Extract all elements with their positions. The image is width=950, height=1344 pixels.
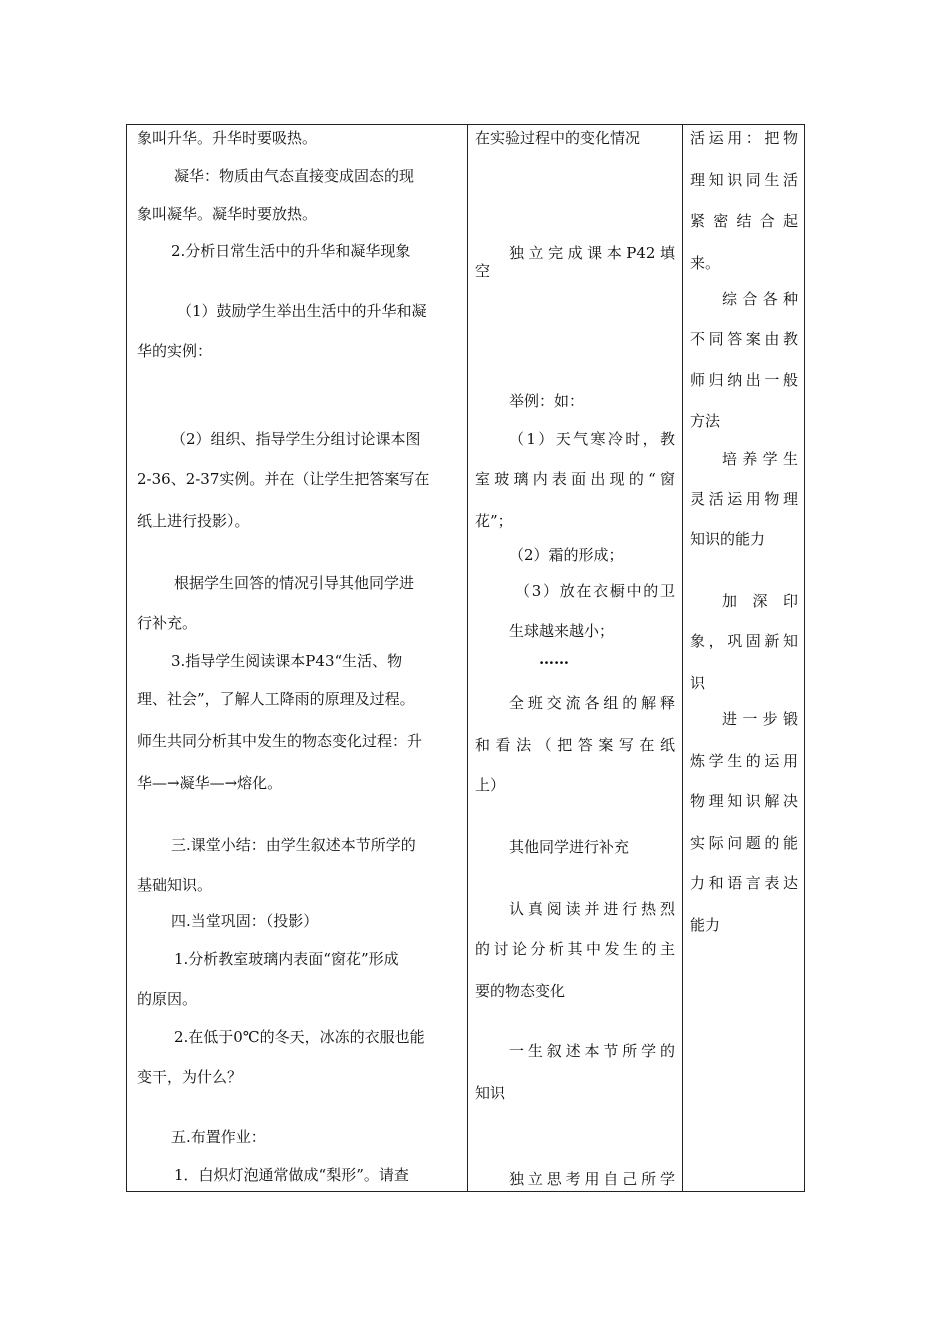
text-line: 进一步锻	[722, 710, 798, 728]
lesson-plan-table	[126, 124, 805, 1192]
text-line: 其他同学进行补充	[509, 838, 630, 856]
text-line: 2.分析日常生活中的升华和凝华现象	[171, 242, 411, 260]
text-line: 方法	[690, 412, 721, 430]
text-line: 华—→凝华—→熔化。	[137, 774, 283, 792]
text-line: 行补充。	[137, 614, 198, 632]
text-line: 在实验过程中的变化情况	[475, 129, 641, 147]
text-line: （2）霜的形成；	[509, 546, 624, 564]
text-line: 根据学生回答的情况引导其他同学进	[174, 574, 415, 592]
text-line: 全班交流各组的解释	[509, 694, 675, 712]
text-line: 能力	[690, 916, 721, 934]
text-line: （1）天气寒冷时，教	[509, 430, 675, 448]
text-line: 2-36、2-37实例。并在（让学生把答案写在	[137, 470, 430, 488]
text-line: 3.指导学生阅读课本P43“生活、物	[171, 652, 403, 670]
text-line: 三.课堂小结：由学生叙述本节所学的	[171, 836, 416, 854]
text-line: 1.分析教室玻璃内表面“窗花”形成	[174, 950, 399, 968]
text-line: 华的实例：	[137, 342, 213, 360]
text-line: 五.布置作业：	[171, 1128, 266, 1146]
text-line: 1．白炽灯泡通常做成“梨形”。请查	[174, 1166, 409, 1184]
text-line: 的原因。	[137, 990, 198, 1008]
text-line: 认真阅读并进行热烈	[509, 900, 675, 918]
text-line: 的讨论分析其中发生的主	[475, 940, 675, 958]
text-line: 师生共同分析其中发生的物态变化过程：升	[137, 732, 423, 750]
text-line: 来。	[690, 254, 721, 272]
text-line: 识	[690, 674, 706, 692]
text-line: 四.当堂巩固：（投影）	[171, 912, 319, 930]
text-line: 生球越来越小；	[509, 622, 615, 640]
text-line: （3）放在衣橱中的卫	[515, 582, 675, 600]
text-line: 加深印	[722, 592, 798, 610]
text-line: 上）	[475, 776, 506, 794]
text-line: 纸上进行投影）。	[137, 512, 250, 530]
text-line: 知识的能力	[690, 530, 766, 548]
text-line: 培养学生	[722, 450, 798, 468]
text-line: 知识	[475, 1084, 506, 1102]
ellipsis-text: ……	[539, 650, 569, 668]
text-line: 举例：如：	[509, 392, 585, 410]
text-line: 象，巩固新知	[690, 632, 798, 650]
text-line: 花”；	[475, 512, 513, 530]
text-line: （2）组织、指导学生分组讨论课本图	[171, 430, 421, 448]
text-line: 室玻璃内表面出现的“窗	[475, 470, 675, 488]
text-line: 变干，为什么？	[137, 1068, 243, 1086]
student-activity-column	[467, 125, 683, 1191]
text-line: 灵活运用物理	[690, 490, 798, 508]
text-line: 2.在低于0℃的冬天，冰冻的衣服也能	[174, 1028, 425, 1046]
text-line: 独立完成课本P42填	[509, 244, 675, 262]
text-line: 要的物态变化	[475, 982, 566, 1000]
text-line: 活运用：把物	[690, 129, 798, 147]
text-line: 基础知识。	[137, 876, 213, 894]
text-line: 紧密结合起	[690, 212, 798, 230]
text-line: 象叫升华。升华时要吸热。	[137, 129, 318, 147]
text-line: 凝华：物质由气态直接变成固态的现	[174, 167, 415, 185]
text-line: 师归纳出一般	[690, 371, 798, 389]
text-line: 象叫凝华。凝华时要放热。	[137, 205, 318, 223]
text-line: （1）鼓励学生举出生活中的升华和凝	[177, 302, 427, 320]
text-line: 理、社会”，了解人工降雨的原理及过程。	[137, 690, 415, 708]
text-line: 不同答案由教	[690, 330, 798, 348]
text-line: 力和语言表达	[690, 874, 798, 892]
design-intent-column	[682, 125, 804, 1191]
text-line: 炼学生的运用	[690, 752, 798, 770]
text-line: 综合各种	[722, 290, 798, 308]
text-line: 空	[475, 262, 491, 280]
text-line: 和看法（把答案写在纸	[475, 736, 675, 754]
text-line: 理知识同生活	[690, 171, 798, 189]
text-line: 物理知识解决	[690, 792, 798, 810]
text-line: 实际问题的能	[690, 834, 798, 852]
teacher-activity-column	[127, 125, 468, 1191]
text-line: 一生叙述本节所学的	[509, 1042, 675, 1060]
text-line: 独立思考用自己所学	[509, 1170, 675, 1188]
